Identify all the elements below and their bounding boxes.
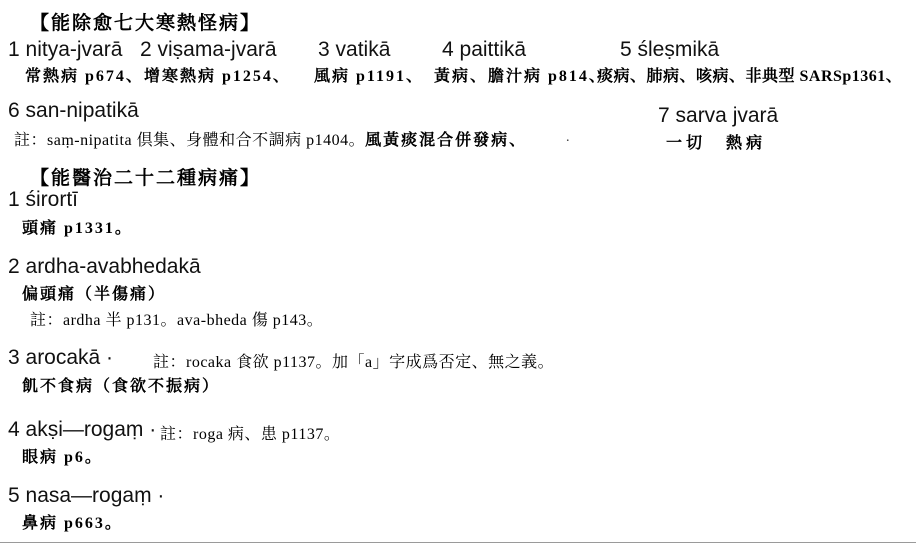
fever-term-3: 3 vatikā [318, 38, 391, 61]
fever-gloss-5: 痰病、肺病、咳病、非典型 SARSp1361、 [597, 68, 903, 85]
fever-gloss-1: 常熱病 p674、 [25, 68, 144, 85]
fever-term-1: 1 nitya-jvarā [8, 38, 123, 61]
fever-note-6 [14, 127, 527, 150]
ailment-gloss-4: 眼病 p6。 [22, 449, 103, 466]
section-heading-ailments: 【能醫治二十二種病痛】 [30, 168, 262, 189]
bottom-divider [0, 542, 916, 543]
fever-term-7: 7 sarva jvarā [658, 104, 779, 127]
fever-term-4: 4 paittikā [442, 38, 527, 61]
fever-term-5: 5 śleṣmikā [620, 38, 720, 61]
ailment-term-5: 5 nasa—rogaṃ · [8, 484, 165, 507]
fever-term-6: 6 san-nipatikā [8, 99, 139, 122]
ailment-gloss-5: 鼻病 p663。 [22, 515, 123, 532]
fever-gloss-3: 風病 p1191、 [314, 68, 425, 85]
ailment-note-3: 註：rocaka 食欲 p1137。加「a」字成爲否定、無之義。 [153, 354, 555, 371]
fever-term-2: 2 viṣama-jvarā [140, 38, 277, 61]
ailment-term-4: 4 akṣi—rogaṃ · [8, 418, 157, 441]
ailment-term-2: 2 ardha-avabhedakā [8, 255, 201, 278]
ailment-gloss-1: 頭痛 p1331。 [22, 220, 133, 237]
fever-note-6-bold: 風黃痰混合併發病、 [365, 132, 528, 149]
ailment-gloss-3: 飢不食病（食欲不振病） [22, 378, 221, 395]
ailment-note-4: 註：roga 病、患 p1137。 [160, 426, 341, 443]
stray-dot: . [566, 130, 570, 145]
fever-gloss-7: 一切 熱病 [666, 135, 767, 152]
ailment-term-3: 3 arocakā · [8, 346, 114, 369]
ailment-gloss-2: 偏頭痛（半傷痛） [22, 286, 167, 303]
ailment-note-2: 註：ardha 半 p131。ava-bheda 傷 p143。 [30, 312, 324, 329]
fever-gloss-2: 增寒熱病 p1254、 [144, 68, 291, 85]
ailment-term-1: 1 śirortī [8, 188, 79, 211]
fever-gloss-4: 黃病、膽汁病 p814、 [434, 68, 607, 85]
section-heading-fevers: 【能除愈七大寒熱怪病】 [30, 13, 262, 34]
fever-note-6-plain: 註：saṃ-nipatita 倶集、身體和合不調病 p1404。 [14, 132, 366, 149]
